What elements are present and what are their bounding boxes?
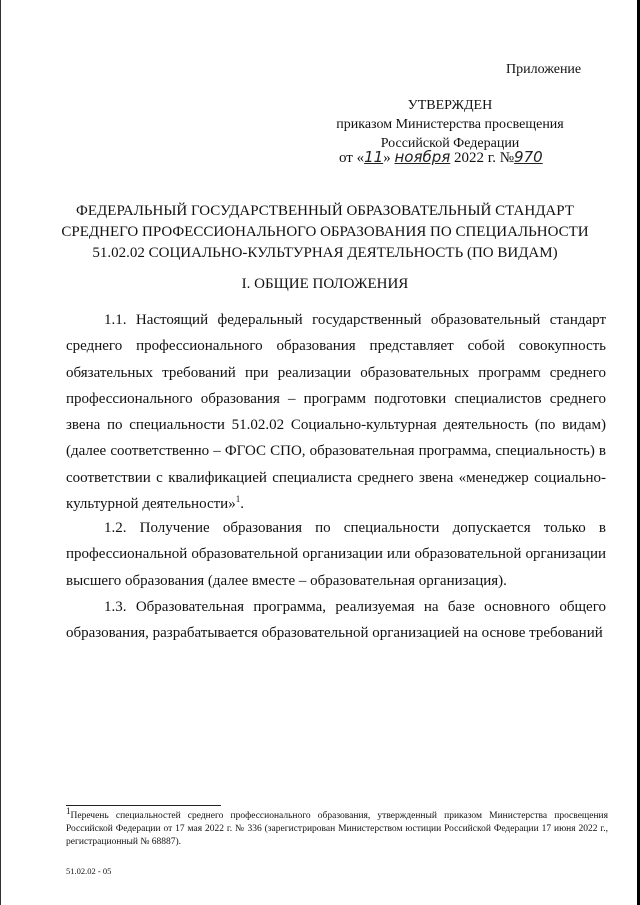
section-heading: I. ОБЩИЕ ПОЛОЖЕНИЯ — [241, 276, 409, 292]
footnote-marker: 1 — [66, 805, 71, 816]
date-mid: » — [383, 150, 391, 166]
footnote-divider — [66, 805, 221, 806]
paragraph-1-2: 1.2. Получение образования по специальности допускается только в профессиональной образовательной организации или образовательной организации высшего образования (далее вместе – образовательная организация). — [66, 520, 606, 589]
footnote-text: Перечень специальностей среднего профессионального образования, утвержденный приказом Министерства просвещения Российской Федерации от 17 мая 2022 г. № 336 (зарегистрирован Министерством юстиции Российской Федерации 17 июня 2022 г., регистрационный № 68887). — [66, 811, 608, 847]
paragraph-1-3: 1.3. Образовательная программа, реализуемая на базе основного общего образования, разрабатывается образовательной организацией на основе требований — [66, 599, 606, 642]
order-by-text: приказом Министерства просвещения — [336, 117, 564, 132]
document-title: ФЕДЕРАЛЬНЫЙ ГОСУДАРСТВЕННЫЙ ОБРАЗОВАТЕЛЬНЫЙ СТАНДАРТ СРЕДНЕГО ПРОФЕССИОНАЛЬНОГО ОБРАЗОВАНИЯ ПО СПЕЦИАЛЬНОСТИ 51.02.02 СОЦИАЛЬНО-КУЛЬТУРНАЯ ДЕЯТЕЛЬНОСТЬ (ПО ВИДАМ) — [61, 203, 589, 261]
handwritten-order-number: 970 — [514, 148, 543, 166]
paragraph-text: 1.1. Настоящий федеральный государственный образовательный стандарт среднего профессионального образования представляет собой совокупность обязательных требований при реализации образовательных программ среднего профессионального образования – программ подготовки специалистов среднего звена по специальности 51.02.02 Социально-культурная деятельность (по видам) (далее соответственно – ФГОС СПО, образовательная программа, специальность) в соответствии с квалификацией специалиста среднего звена «менеджер социально-культурной деятельности» — [66, 312, 606, 513]
date-year: 2022 г. № — [454, 150, 515, 166]
page-code: 51.02.02 - 05 — [66, 866, 112, 876]
paragraph-1-1: 1.1. Настоящий федеральный государственный образовательный стандарт среднего профессионального образования представляет собой совокупность обязательных требований при реализации образовательных программ среднего профессионального образования – программ подготовки специалистов среднего звена по специальности 51.02.02 Социально-культурная деятельность (по видам) (далее соответственно – ФГОС СПО, образовательная программа, специальность) в соответствии с квалификацией специалиста среднего звена «менеджер социально-культурной деятельности»$^1$. — [66, 312, 606, 513]
federation-text: Российской Федерации — [380, 136, 520, 151]
scan-edge-left — [0, 0, 1, 905]
approved-label: УТВЕРЖДЕН — [407, 98, 493, 113]
appendix-label: Приложение — [506, 62, 582, 77]
handwritten-day: 11 — [364, 148, 384, 166]
handwritten-month: ноября — [394, 148, 451, 166]
footnote — [66, 805, 608, 849]
date-prefix: от « — [339, 150, 365, 166]
approval-block — [330, 96, 570, 153]
footnote-ref: 1 — [235, 494, 241, 505]
order-date-line — [339, 148, 543, 167]
